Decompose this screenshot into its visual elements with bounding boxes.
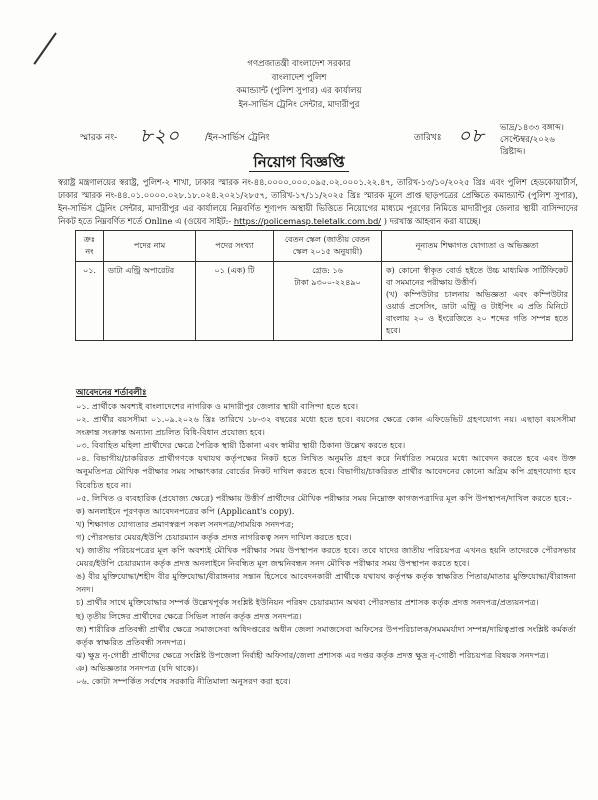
vacancy-table-header [76,231,573,262]
pay-range: টাকা ৯৩০০-২২৪৯০ [294,278,361,287]
condition-item: ঝ) ক্ষুদ্র নৃ-গোষ্ঠী প্রার্থীদের ক্ষেত্রে সংশ্লিষ্ট উপজেলা নির্বাহী অফিসার/জেলা প্রশাসক এর দপ্তর কর্তৃক প্রদত্ত ক্ষুদ্র নৃ-গোষ্ঠী পরিচয়পত্র বিষয়ক সনদপত্র। [76,649,549,660]
condition-item: ছ) তৃতীয় লিঙ্গের প্রার্থীদের ক্ষেত্রে সিভিল সার্জন কর্তৃক প্রদত্ত সনদপত্র। [76,610,302,621]
letterhead-line-center: ইন-সার্ভিস ট্রেনিং সেন্টার, মাদারীপুর [238,99,360,110]
letterhead-line-office: কমান্ড্যান্ট (পুলিশ সুপার) এর কার্যালয় [236,86,362,96]
condition-item: ০৬. কোটা সম্পর্কিত সর্বশেষ সরকারি নীতিমালা অনুসরণ করা হবে। [76,675,291,686]
condition-item: ০৩. বিবাহিত মহিলা প্রার্থীদের ক্ষেত্রে পৈত্রিক স্থায়ী ঠিকানা এবং স্বামীর স্থায়ী ঠিকানা উল্লেখ করতে হবে। [76,440,406,451]
intro-text: স্বরাষ্ট্র মন্ত্রণালয়ের স্বরাষ্ট্র, পুলিশ-২ শাখা, ঢাকার স্মারক নং-৪৪.০০০০.০০০.০৯৫.০২.০০০১.২২.৪৭, তারিখ-১৩/১০/২০২৫ খ্রিঃ এবং পুলিশ হেডকোয়ার্টার্স, ঢাকার স্মারক নং-৪৪.০১.০০০০.০২৮.১৮.০২৪.২০২১/২৮৫৭, তারিখ-১৭/১১/২০২৫ খ্রিঃ স্মারক মূলে প্রাপ্ত ছাড়পত্রের প্রেক্ষিতে কমান্ড্যান্ট (পুলিশ সুপার), ইন-সার্ভিস ট্রেনিং সেন্টার, মাদারীপুর এর কার্যালয়ে নিম্নবর্ণিত শূণ্যপদ অস্থায়ী ভিত্তিতে নিয়োগের মাধ্যমে পূরণের নিমিত্তে মাদারীপুর জেলার স্থায়ী বাসিন্দাদের নিকট হতে নিম্নবর্ণিত শর্তে Online এ (ওয়েব সাইট:- [58,177,578,226]
header-qualification: নূন্যতম শিক্ষাগত যোগ্যতা ও অভিজ্ঞতা [382,231,573,262]
header-serial: ক্রঃ নং [76,231,104,262]
cell-qualification [382,262,573,341]
condition-item: গ) পৌরসভার মেয়র/ইউপি চেয়ারম্যান কর্তৃক প্রদত্ত নাগরিকত্ব সনদ দাখিল করতে হবে। [76,531,352,542]
qualification-b: (খ) কম্পিউটার চালনায় অভিজ্ঞতা এবং কম্পিউটার ওয়ার্ড প্রসেসিং, ডাটা এন্ট্রি ও টাইপিং এ প্রতি মিনিটে বাংলায় ২০ ও ইংরেজিতে ২০ শব্দের গতি সম্পন্ন হতে হবে। [386,290,568,335]
condition-item: ঙ) বীর মুক্তিযোদ্ধা/শহীদ বীর মুক্তিযোদ্ধা/বীরাঙ্গনার সন্তান হিসেবে আবেদনকারী প্রার্থীকে যথাযথ কর্তৃপক্ষ কর্তৃক স্বাক্ষরিত পিতার/মাতার মুক্তিযোদ্ধা/বীরাঙ্গনা সনদ। [76,571,576,595]
condition-item: ঘ) জাতীয় পরিচয়পত্রের মূল কপি অবশ্যই মৌখিক পরীক্ষার সময় উপস্থাপন করতে হবে। তবে যাদের জাতীয় পরিচয়পত্র এখনও হয়নি তাদেরকে পৌরসভার মেয়র/ইউপি চেয়ারম্যান কর্তৃক প্রদত্ত অনলাইনে নিবন্ধিত মূল জন্মনিবন্ধন সনদ মৌখিক পরীক্ষার সময় উপস্থাপন করতে হবে। [76,545,576,569]
memo-suffix: /ইন-সার্ভিস ট্রেনিং [205,133,270,143]
letterhead-line-police: বাংলাদেশ পুলিশ [271,72,327,83]
date-label: তারিখঃ [414,133,442,143]
condition-item: চ) প্রার্থীর সাথে মুক্তিযোদ্ধার সম্পর্ক উল্লেখপূর্বক সংশ্লিষ্ট ইউনিয়ন পরিষদ চেয়ারম্যান অথবা পৌরসভার প্রশাসক কর্তৃক প্রদত্ত সনদপত্র/প্রত্যয়নপত্র। [76,597,539,608]
cell-count: ০১ (এক) টি [196,262,274,341]
intro-after-link: ) দরখাস্ত আহবান করা যাচ্ছে। [383,216,481,226]
header-count: পদের সংখ্যা [196,231,274,262]
application-website-link[interactable]: https://policemasp.teletalk.com.bd/ [233,216,382,226]
header-pay-scale: বেতন স্কেল (জাতীয় বেতন স্কেল ২০১৫ অনুযায়ী) [274,231,382,262]
condition-item: ০৪. বিভাগীয়/চাকরিরত প্রার্থীগণকে যথাযথ কর্তৃপক্ষের নিকট হতে লিখিত অনুমতি গ্রহণ করে নির্ধারিত সময়ের মধ্যে আবেদন করতে হবে এবং উক্ত অনুমতিপত্র মৌখিক পরীক্ষার সময় সাক্ষাৎকার বোর্ডের নিকট দাখিল করতে হবে। বিভাগীয়/চাকরিরত প্রার্থীর আবেদনের কোনো অগ্রিম কপি গ্রহণযোগ্য হবে বিবেচিত হবে না। [76,453,576,490]
qualification-a: ক) কোনো স্বীকৃত বোর্ড হইতে উচ্চ মাধ্যমিক সার্টিফিকেট বা সমমানের পরীক্ষায় উত্তীর্ণ। [386,266,568,287]
conditions-list [76,400,576,688]
memo-number: ৮২০ [140,125,181,147]
condition-item: ঞ) অভিজ্ঞতার সনদপত্র (যদি থাকে)। [76,662,199,673]
date-bangla: ভাদ্র/১৪৩৩ বঙ্গাব্দ। [500,123,564,133]
table-row [76,262,573,341]
cell-post: ডাটা এন্ট্রি অপারেটর [104,262,196,341]
pay-grade: গ্রেড: ১৬ [312,266,343,275]
condition-item: জ) শারীরিক প্রতিবন্ধী প্রার্থীর ক্ষেত্রে সমাজসেবা অধিদপ্তরের অধীন জেলা সমাজসেবা অফিসের উপপরিচালক/সমমমর্যাদা সম্পন্ন/দায়িত্বপ্রাপ্ত সংশ্লিষ্ট কর্মকর্তা কর্তৃক স্বাক্ষরিত প্রতিবন্ধী সনদপত্র। [76,623,576,647]
date-day: ০৮ [458,125,485,147]
date-english: সেপ্টেম্বর/২০২৬ খ্রিষ্টাব্দ। [500,135,555,157]
letterhead [0,58,598,112]
cell-pay [274,262,382,341]
conditions-title: আবেদনের শর্তাবলীঃ [76,388,147,398]
condition-item: খ) শিক্ষাগত যোগ্যতার প্রমাণস্বরূপ সকল সনদপত্র/সাময়িক সনদপত্র; [76,518,294,529]
condition-item: ০১. প্রার্থীকে অবশ্যই বাংলাদেশের নাগরিক ও মাদারীপুর জেলার স্থায়ী বাসিন্দা হতে হবে। [76,401,359,411]
intro-paragraph [58,176,578,228]
letterhead-line-government: গণপ্রজাতন্ত্রী বাংলাদেশ সরকার [247,59,351,69]
memo-label: স্মারক নং- [80,133,118,143]
condition-item: ০৫. লিখিত ও ব্যবহারিক (প্রযোজ্য ক্ষেত্রে) পরীক্ষায় উত্তীর্ণ প্রার্থীদের মৌখিক পরীক্ষার সময় নিম্নোক্ত কাগজপত্রাদির মূল কপি উপস্থাপন/দাখিল করতে হবে:- [76,492,572,503]
condition-item: ক) অনলাইনে পূরণকৃত আবেদনপত্রের কপি (Applicant's copy). [76,505,295,516]
header-post: পদের নাম [104,231,196,262]
notice-title [0,151,598,176]
notice-title-text: নিয়োগ বিজ্ঞপ্তি [249,153,348,172]
reference-row [80,122,580,157]
cell-serial: ০১. [76,262,104,341]
vacancy-table [75,230,573,341]
condition-item: ০২. প্রার্থীর বয়সসীমা ০১.০৯.২০২৬ খ্রিঃ তারিখে ১৮-৩২ বছরের মধ্যে হতে হবে। বয়সের ক্ষেত্রে কোন এফিডেভিট গ্রহণযোগ্য নয়। এছাড়া বয়সসীমা সংক্রান্ত সংক্রান্ত অন্যান্য প্রচলিত বিধি-বিধান প্রযোজ্য হবে। [76,414,576,438]
